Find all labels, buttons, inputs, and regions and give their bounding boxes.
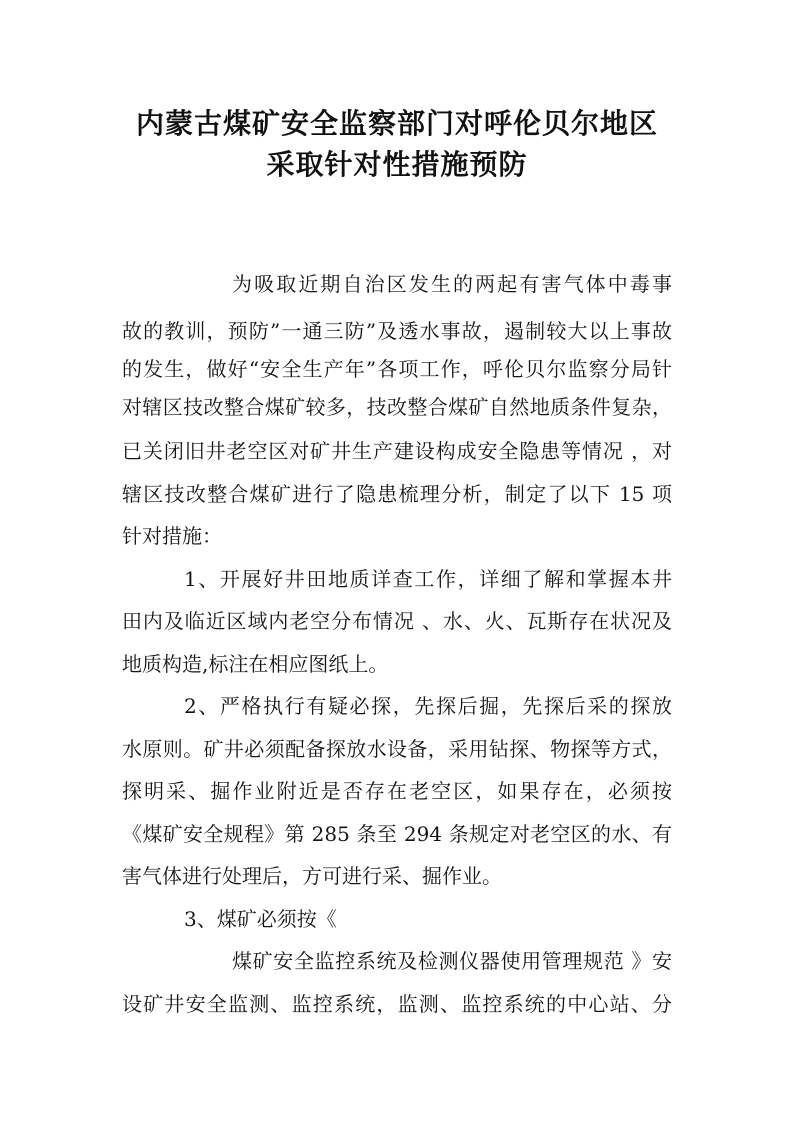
- body-text-line: 对辖区技改整合煤矿较多，技改整合煤矿自然地质条件复杂，: [122, 395, 672, 419]
- body-text-line: 1、开展好井田地质详查工作，详细了解和掌握本井: [184, 567, 672, 591]
- body-text-line: 水原则。矿井必须配备探放水设备，采用钻探、物探等方式，: [122, 737, 672, 761]
- document-title-line-1: 内蒙古煤矿安全监察部门对呼伦贝尔地区: [135, 107, 658, 140]
- body-text-line: 探明采、掘作业附近是否存在老空区，如果存在，必须按: [122, 779, 672, 803]
- body-text-line: 辖区技改整合煤矿进行了隐患梳理分析，制定了以下 15 项: [122, 482, 672, 506]
- body-text-line: 为吸取近期自治区发生的两起有害气体中毒事: [232, 272, 672, 296]
- body-text-line: 3、煤矿必须按《: [184, 907, 337, 931]
- body-text-line: 田内及临近区域内老空分布情况 、水、火、瓦斯存在状况及: [122, 609, 672, 633]
- body-text-line: 《煤矿安全规程》第 285 条至 294 条规定对老空区的水、有: [122, 822, 672, 846]
- body-text-line: 已关闭旧井老空区对矿井生产建设构成安全隐患等情况 ，对: [122, 439, 672, 463]
- body-text-line: 地质构造,标注在相应图纸上。: [122, 652, 389, 676]
- body-text-line: 针对措施：: [122, 524, 222, 548]
- body-text-line: 设矿井安全监测、监控系统，监测、监控系统的中心站、分: [122, 992, 672, 1016]
- body-text-line: 害气体进行处理后，方可进行采、掘作业。: [122, 864, 502, 888]
- body-text-line: 2、严格执行有疑必探，先探后掘，先探后采的探放: [184, 694, 672, 718]
- document-title-line-2: 采取针对性措施预防: [266, 148, 528, 181]
- body-text-line: 故的教训，预防”一通三防”及透水事故，遏制较大以上事故: [122, 319, 672, 343]
- body-text-line: 煤矿安全监控系统及检测仪器使用管理规范 》安: [232, 949, 672, 973]
- body-text-line: 的发生，做好“安全生产年”各项工作，呼伦贝尔监察分局针: [122, 357, 672, 381]
